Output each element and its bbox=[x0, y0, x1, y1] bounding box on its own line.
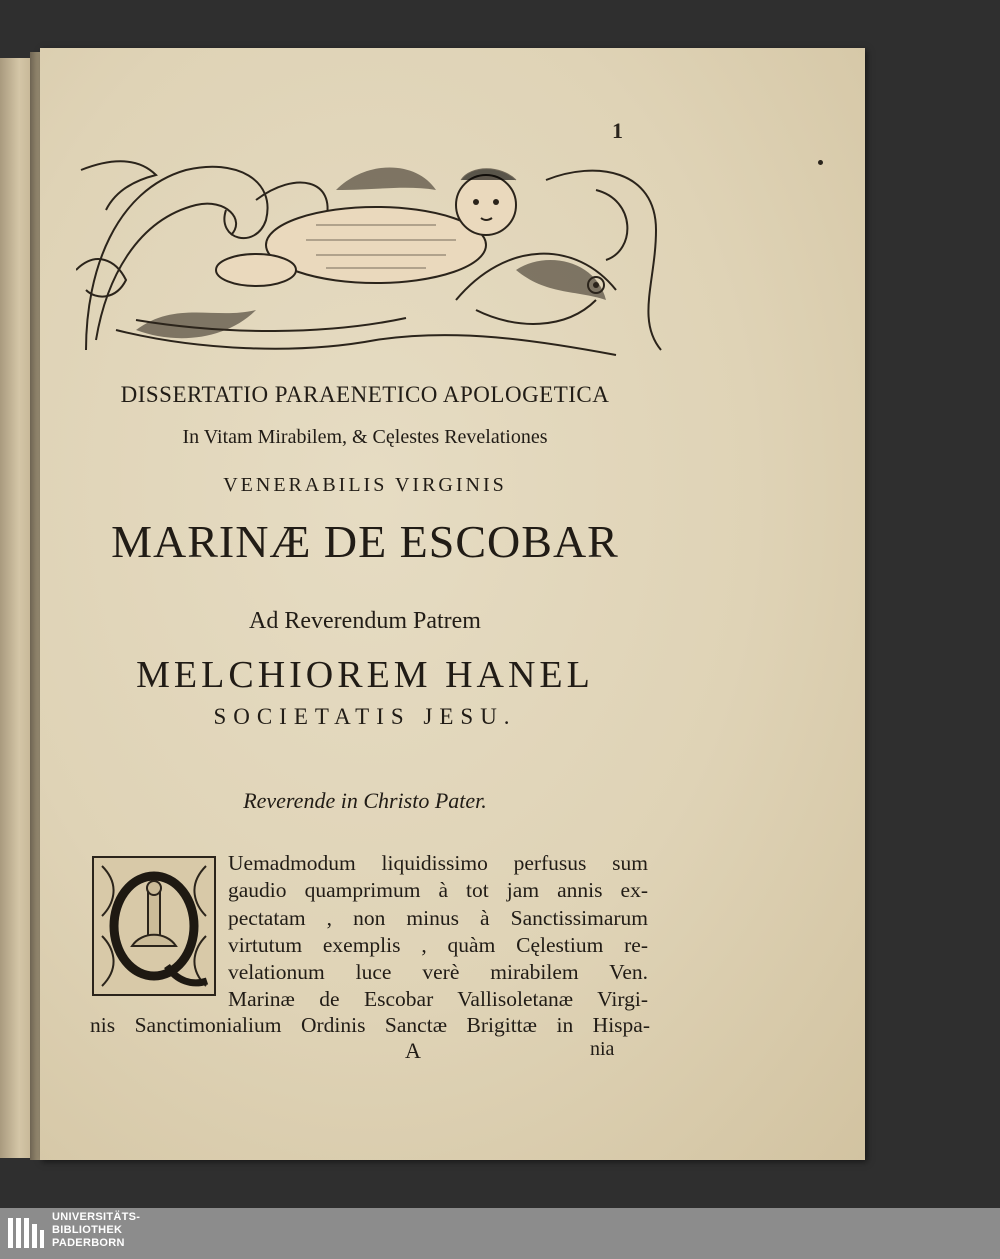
library-footer-bar bbox=[0, 1208, 1000, 1259]
library-name bbox=[52, 1211, 140, 1250]
page-number: 1 bbox=[612, 118, 623, 143]
title-venerabilis: VENERABILIS VIRGINIS bbox=[223, 474, 507, 496]
body-line: Uemadmodum liquidissimo perfusus sum bbox=[228, 851, 648, 875]
library-name-line: UNIVERSITÄTS- bbox=[52, 1211, 141, 1223]
signature-mark: A bbox=[405, 1038, 421, 1063]
title-subtitle: In Vitam Mirabilem, & Cęlestes Revelationes bbox=[182, 426, 548, 448]
university-library-logo-icon bbox=[6, 1214, 46, 1254]
catchword: nia bbox=[590, 1038, 615, 1060]
margin-mark bbox=[818, 160, 823, 165]
library-name-line: BIBLIOTHEK bbox=[52, 1224, 123, 1236]
cherub-headpiece-ornament bbox=[76, 150, 662, 365]
title-main: DISSERTATIO PARAENETICO APOLOGETICA bbox=[120, 382, 610, 407]
title-marinae: MARINÆ DE ESCOBAR bbox=[111, 516, 619, 567]
title-society: SOCIETATIS JESU. bbox=[213, 704, 517, 729]
body-line-full-width: nis Sanctimonialium Ordinis Sanctæ Brigittæ in Hispa- bbox=[90, 1013, 650, 1037]
body-line: pectatam , non minus à Sanctissimarum bbox=[228, 905, 648, 930]
body-line: velationum luce verè mirabilem Ven. bbox=[228, 960, 648, 985]
body-text-indented bbox=[228, 850, 648, 1014]
title-recipient: MELCHIOREM HANEL bbox=[136, 654, 594, 696]
salutation: Reverende in Christo Pater. bbox=[243, 788, 487, 813]
body-line: virtutum exemplis , quàm Cęlestium re- bbox=[228, 932, 648, 957]
body-line: Marinæ de Escobar Vallisoletanæ Virgi- bbox=[228, 987, 648, 1012]
library-name-line: PADERBORN bbox=[52, 1237, 125, 1249]
title-dedication: Ad Reverendum Patrem bbox=[249, 608, 481, 634]
body-line: gaudio quamprimum à tot jam annis ex- bbox=[228, 878, 648, 903]
decorated-initial-q bbox=[92, 856, 216, 996]
